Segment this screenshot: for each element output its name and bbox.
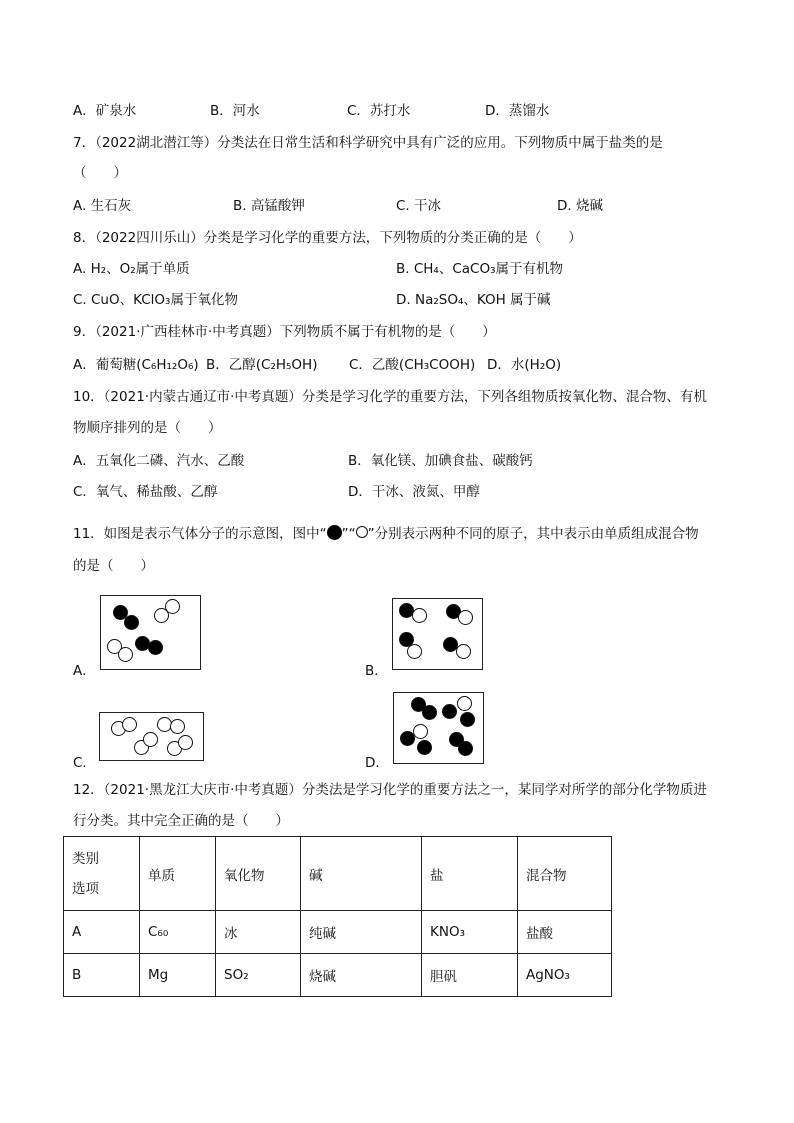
q8-option-c: C. CuO、KClO₃属于氧化物 bbox=[73, 292, 238, 308]
table-cell: 烧碱 bbox=[301, 954, 422, 997]
q6-option-c: C．苏打水 bbox=[347, 103, 411, 119]
atom-white bbox=[170, 719, 185, 734]
header-cell: 碱 bbox=[301, 837, 422, 911]
atom-black bbox=[458, 741, 473, 756]
q8-option-a: A. H₂、O₂属于单质 bbox=[73, 261, 190, 277]
q10-option-c: C．氧气、稀盐酸、乙醇 bbox=[73, 484, 218, 500]
q11-label-a: A． bbox=[73, 663, 96, 679]
table-cell: SO₂ bbox=[216, 954, 301, 997]
header-cell: 氧化物 bbox=[216, 837, 301, 911]
q11-stem-line2: 的是（ ） bbox=[73, 558, 154, 574]
q6-option-d: D．蒸馏水 bbox=[485, 103, 550, 119]
atom-white bbox=[413, 724, 428, 739]
atom-black bbox=[417, 740, 432, 755]
q7-option-b: B. 高锰酸钾 bbox=[233, 198, 305, 214]
q7-blank: （ ） bbox=[73, 165, 127, 181]
corner-label-category: 类别 bbox=[72, 850, 99, 867]
atom-white bbox=[143, 732, 158, 747]
q10-stem-line1: 10．（2021·内蒙古通辽市·中考真题）分类是学习化学的重要方法，下列各组物质按氧化物、混合物、有机 bbox=[73, 389, 707, 405]
table-cell: A bbox=[64, 911, 140, 954]
q9-option-a: A．葡萄糖(C₆H₁₂O₆) bbox=[73, 357, 199, 373]
q11-stem-part3: ”分别表示两种不同的原子，其中表示由单质组成混合物 bbox=[367, 526, 699, 542]
q10-option-d: D．干冰、液氮、甲醇 bbox=[348, 484, 480, 500]
table-cell: 盐酸 bbox=[518, 911, 612, 954]
q6-option-a: A．矿泉水 bbox=[73, 103, 137, 119]
atom-white bbox=[178, 735, 193, 750]
black-atom-icon bbox=[327, 525, 342, 540]
q11-label-b: B． bbox=[365, 663, 388, 679]
q12-stem-line2: 行分类。其中完全正确的是（ ） bbox=[73, 813, 289, 829]
table-cell: 纯碱 bbox=[301, 911, 422, 954]
q9-option-c: C．乙酸(CH₃COOH) bbox=[349, 357, 476, 373]
q7-option-d: D. 烧碱 bbox=[557, 198, 603, 214]
q7-option-c: C. 干冰 bbox=[396, 198, 442, 214]
table-cell: AgNO₃ bbox=[518, 954, 612, 997]
header-cell: 盐 bbox=[422, 837, 518, 911]
atom-black bbox=[460, 712, 475, 727]
q6-option-b: B．河水 bbox=[210, 103, 260, 119]
q11-stem-part1: 11．如图是表示气体分子的示意图，图中“ bbox=[73, 526, 327, 542]
table-cell: Mg bbox=[140, 954, 216, 997]
atom-white bbox=[122, 717, 137, 732]
q10-option-b: B．氧化镁、加碘食盐、碳酸钙 bbox=[348, 453, 533, 469]
diagram-a bbox=[100, 595, 201, 670]
header-cell: 单质 bbox=[140, 837, 216, 911]
q11-label-d: D． bbox=[365, 755, 389, 771]
atom-white bbox=[165, 599, 180, 614]
q12-stem-line1: 12．（2021·黑龙江大庆市·中考真题）分类法是学习化学的重要方法之一，某同学对所学的部分化学物质进 bbox=[73, 782, 707, 798]
q7-option-a: A. 生石灰 bbox=[73, 198, 132, 214]
atom-white bbox=[412, 608, 427, 623]
diagram-c bbox=[99, 712, 204, 761]
corner-label-option: 选项 bbox=[72, 880, 99, 897]
table-header-row bbox=[64, 837, 612, 911]
atom-black bbox=[422, 705, 437, 720]
q8-stem: 8．（2022四川乐山）分类是学习化学的重要方法，下列物质的分类正确的是（ ） bbox=[73, 230, 582, 246]
atom-black bbox=[148, 640, 163, 655]
q8-option-b: B. CH₄、CaCO₃属于有机物 bbox=[396, 261, 563, 277]
q10-stem-line2: 物顺序排列的是（ ） bbox=[73, 420, 222, 436]
table-cell: KNO₃ bbox=[422, 911, 518, 954]
atom-black bbox=[124, 615, 139, 630]
table-cell: 胆矾 bbox=[422, 954, 518, 997]
atom-black bbox=[400, 731, 415, 746]
table-cell: B bbox=[64, 954, 140, 997]
table-corner-cell bbox=[64, 837, 140, 911]
q9-stem: 9．（2021·广西桂林市·中考真题）下列物质不属于有机物的是（ ） bbox=[73, 324, 496, 340]
table-cell: C₆₀ bbox=[140, 911, 216, 954]
q11-stem-line1 bbox=[73, 524, 699, 544]
white-atom-icon bbox=[356, 526, 368, 538]
atom-white bbox=[407, 644, 422, 659]
atom-white bbox=[458, 610, 473, 625]
diagram-d bbox=[393, 692, 484, 764]
q9-option-d: D．水(H₂O) bbox=[487, 357, 562, 373]
atom-white bbox=[457, 696, 472, 711]
atom-white bbox=[118, 647, 133, 662]
atom-white bbox=[456, 644, 471, 659]
q10-option-a: A．五氧化二磷、汽水、乙酸 bbox=[73, 453, 245, 469]
diagram-b bbox=[392, 598, 483, 670]
table-cell: 冰 bbox=[216, 911, 301, 954]
table-row bbox=[64, 954, 612, 997]
classification-table bbox=[63, 836, 612, 997]
q11-stem-part2: ”“ bbox=[341, 526, 356, 542]
atom-black bbox=[442, 704, 457, 719]
table-row bbox=[64, 911, 612, 954]
q7-stem: 7．（2022湖北潜江等）分类法在日常生活和科学研究中具有广泛的应用。下列物质中属于盐类的是 bbox=[73, 135, 663, 151]
header-cell: 混合物 bbox=[518, 837, 612, 911]
q9-option-b: B．乙醇(C₂H₅OH) bbox=[206, 357, 318, 373]
q8-option-d: D. Na₂SO₄、KOH 属于碱 bbox=[396, 292, 551, 308]
q11-label-c: C． bbox=[73, 755, 96, 771]
